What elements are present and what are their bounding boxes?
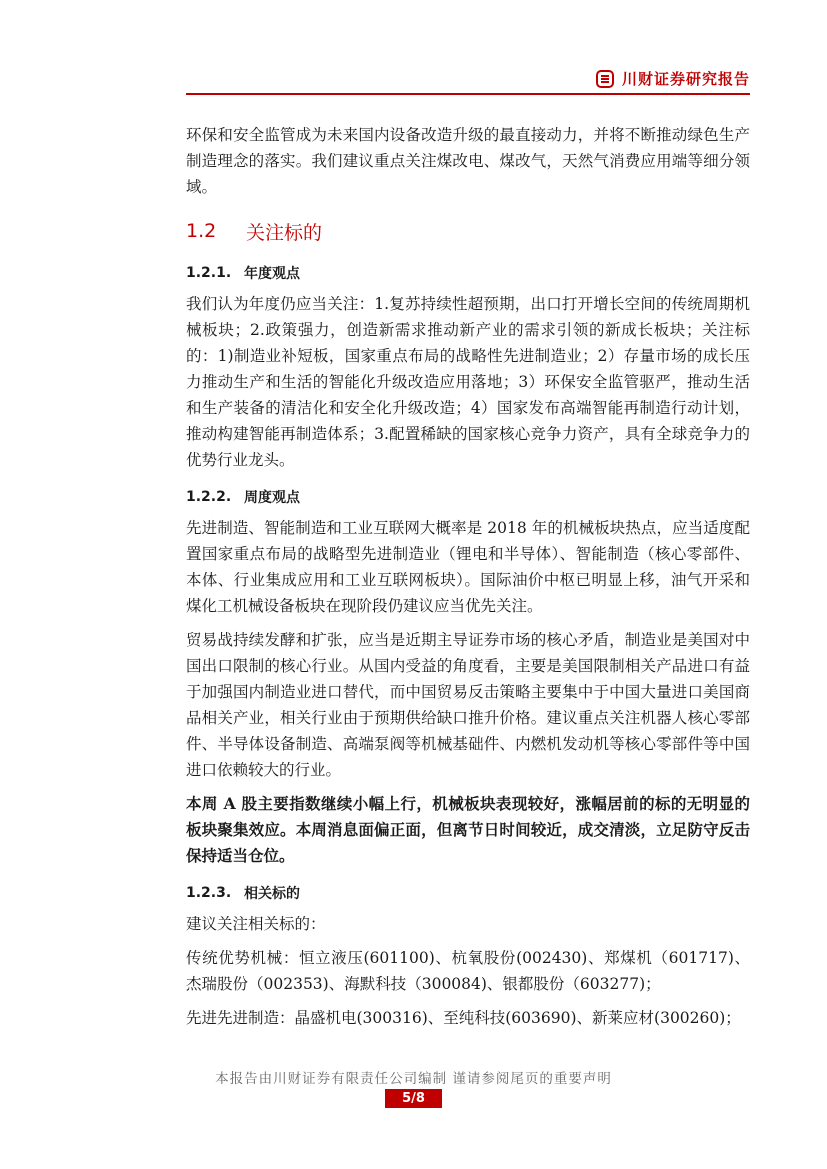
subsection-title: 周度观点 (244, 490, 300, 506)
section-title: 关注标的 (246, 221, 323, 244)
intro-paragraph: 环保和安全监管成为未来国内设备改造升级的最直接动力，并将不断推动绿色生产制造理念的落实。我们建议重点关注煤改电、煤改气，天然气消费应用端等细分领域。 (186, 126, 750, 196)
chuancai-logo-icon (596, 70, 614, 88)
related-advanced: 先进先进制造：晶盛机电(300316)、至纯科技(603690)、新莱应材(300260)； (186, 1009, 741, 1027)
page-number: 5/8 (385, 1089, 442, 1108)
weekly-view-paragraph-1: 先进制造、智能制造和工业互联网大概率是 2018 年的机械板块热点，应当适度配置国家重点布局的战略型先进制造业（锂电和半导体）、智能制造（核心零部件、本体、行业集成应用和工业互联网板块）。国际油价中枢已明显上移，油气开采和煤化工机械设备板块在现阶段仍建议应当优先关注。 (186, 519, 750, 615)
page-header (186, 60, 750, 94)
subsection-number: 1.2.2. (186, 489, 232, 505)
subsection-heading-annual (186, 261, 750, 285)
related-lead: 建议关注相关标的： (186, 915, 326, 933)
subsection-number: 1.2.1. (186, 265, 232, 281)
annual-view-paragraph: 我们认为年度仍应当关注：1.复苏持续性超预期，出口打开增长空间的传统周期机械板块；2.政策强力，创造新需求推动新产业的需求引领的新成长板块；关注标的：1)制造业补短板，国家重点布局的战略性先进制造业；2）存量市场的成长压力推动生产和生活的智能化升级改造应用落地；3）环保安全监管驱严，推动生活和生产装备的清洁化和安全化升级改造；4）国家发布高端智能再制造行动计划，推动构建智能再制造体系；3.配置稀缺的国家核心竞争力资产，具有全球竞争力的优势行业龙头。 (186, 295, 750, 469)
subsection-heading-weekly (186, 485, 750, 509)
section-number: 1.2 (186, 220, 217, 242)
subsection-number: 1.2.3. (186, 885, 232, 901)
subsection-heading-related (186, 881, 750, 905)
report-body (186, 122, 750, 1031)
brand (596, 68, 750, 89)
weekly-view-paragraph-2: 贸易战持续发酵和扩张，应当是近期主导证券市场的核心矛盾，制造业是美国对中国出口限制的核心行业。从国内受益的角度看，主要是美国限制相关产品进口有益于加强国内制造业进口替代，而中国贸易反击策略主要集中于中国大量进口美国商品相关产业，相关行业由于预期供给缺口推升价格。建议重点关注机器人核心零部件、半导体设备制造、高端泵阀等机械基础件、内燃机发动机等核心零部件等中国进口依赖较大的行业。 (186, 631, 750, 779)
subsection-title: 年度观点 (244, 266, 300, 282)
related-traditional: 传统优势机械：恒立液压(601100)、杭氧股份(002430)、郑煤机（601717)、杰瑞股份（002353)、海默科技（300084)、银都股份（603277)； (186, 949, 750, 993)
footer-disclaimer: 本报告由川财证券有限责任公司编制 谨请参阅尾页的重要声明 (215, 1071, 612, 1087)
brand-name: 川财证券研究报告 (621, 70, 750, 88)
weekly-view-paragraph-3: 本周 A 股主要指数继续小幅上行，机械板块表现较好，涨幅居前的标的无明显的板块聚集效应。本周消息面偏正面，但离节日时间较近，成交清淡，立足防守反击保持适当仓位。 (186, 794, 750, 865)
section-heading (186, 217, 750, 245)
header-divider (186, 93, 750, 95)
subsection-title: 相关标的 (244, 886, 300, 902)
